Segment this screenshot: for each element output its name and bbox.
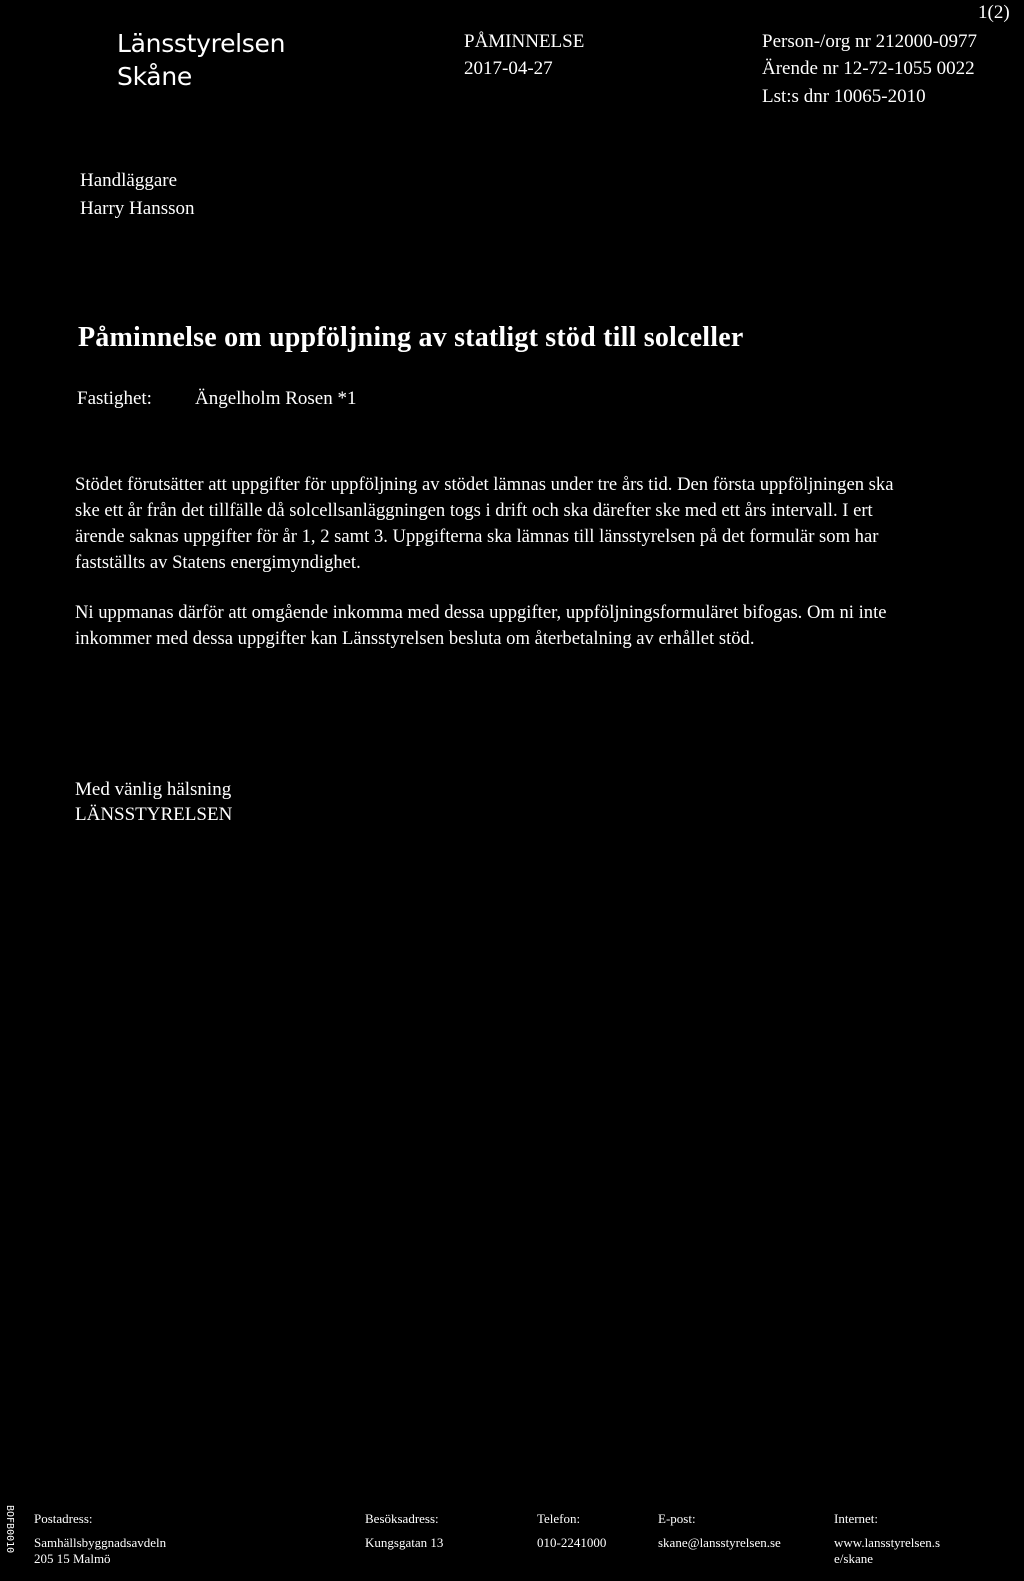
handler-label: Handläggare — [80, 170, 178, 191]
footer-email-value: skane@lansstyrelsen.se — [658, 1535, 781, 1550]
body-paragraph-1: Stödet förutsätter att uppgifter för uppföljning av stödet lämnas under tre års tid. Den första uppföljningen ska ske ett år från det tillfälle då solcellsanläggningen togs i drift och ska därefter ske med ett års intervall. I ert ärende saknas uppgifter för år 1, 2 samt 3. Uppgifterna ska lämnas till länsstyrelsen på det formulär som har fastställts av Statens energimyndighet. — [75, 474, 894, 573]
footer-postal-line-1: Samhällsbyggnadsavdeln — [34, 1535, 167, 1550]
footer-web-label: Internet: — [834, 1511, 879, 1526]
footer-web-line-2: e/skane — [834, 1551, 873, 1566]
person-org-number: Person-/org nr 212000-0977 — [762, 31, 977, 52]
document-title: Påminnelse om uppföljning av statligt stöd till solceller — [78, 322, 744, 353]
document-type: PÅMINNELSE — [464, 31, 585, 52]
case-number: Ärende nr 12-72-1055 0022 — [762, 58, 975, 79]
signature-sender: LÄNSSTYRELSEN — [75, 804, 233, 825]
footer-postal-label: Postadress: — [34, 1511, 93, 1526]
footer-side-code: BOFB0010 — [4, 1505, 15, 1554]
footer-email-label: E-post: — [658, 1511, 696, 1526]
footer-phone-label: Telefon: — [537, 1511, 581, 1526]
signature-greeting: Med vänlig hälsning — [75, 779, 232, 800]
footer-visit-value: Kungsgatan 13 — [365, 1535, 444, 1550]
document-date: 2017-04-27 — [464, 58, 553, 79]
page-number: 1(2) — [978, 2, 1010, 23]
logo-line-2: Skåne — [117, 62, 192, 91]
footer-web-line-1: www.lansstyrelsen.s — [834, 1535, 941, 1550]
footer-postal-line-2: 205 15 Malmö — [34, 1551, 111, 1566]
footer-phone-value: 010-2241000 — [537, 1535, 607, 1550]
registry-number: Lst:s dnr 10065-2010 — [762, 86, 926, 107]
footer-visit-label: Besöksadress: — [365, 1511, 439, 1526]
body-paragraph-2: Ni uppmanas därför att omgående inkomma med dessa uppgifter, uppföljningsformuläret bifogas. Om ni inte inkommer med dessa uppgifter kan Länsstyrelsen besluta om återbetalning av erhållet stöd. — [75, 602, 887, 649]
logo-line-1: Länsstyrelsen — [117, 29, 286, 58]
handler-name: Harry Hansson — [80, 198, 195, 219]
property-label: Fastighet: — [77, 388, 152, 409]
property-value: Ängelholm Rosen *1 — [195, 388, 357, 409]
